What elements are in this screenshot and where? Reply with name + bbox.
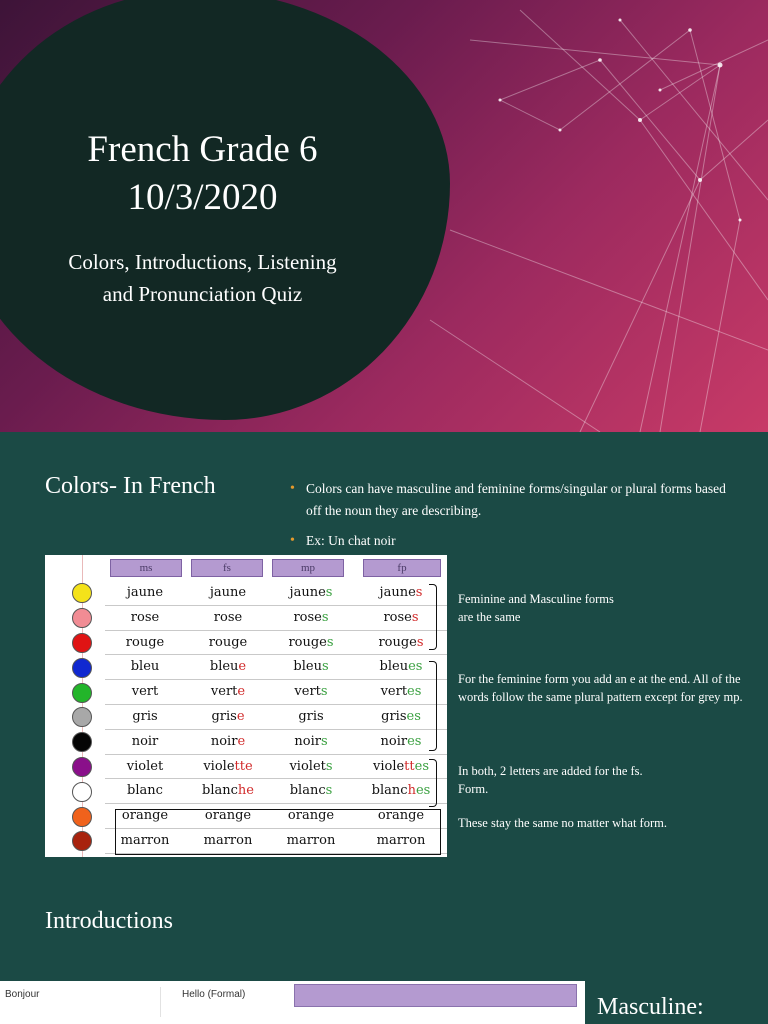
cell-mp	[271, 659, 351, 674]
word-segment: s	[326, 634, 334, 650]
word-segment: tt	[404, 758, 415, 774]
bullet-dot-icon: •	[290, 533, 295, 548]
word-segment: jaune	[289, 585, 326, 600]
cell-fs	[188, 783, 268, 798]
word-segment: noir	[294, 733, 321, 749]
word-segment: bleu	[293, 659, 322, 675]
cell-fs	[188, 659, 268, 674]
header-fs: fs	[191, 559, 263, 577]
word-segment: es	[407, 733, 422, 749]
word-segment: rose	[383, 609, 412, 625]
word-segment: es	[408, 659, 423, 675]
word-segment: rouge	[378, 634, 417, 650]
cell-mp: marron	[286, 833, 336, 848]
intro-header-bar	[294, 984, 577, 1007]
color-swatch	[72, 658, 92, 678]
cell-fp: orange	[377, 808, 425, 824]
word-segment: es	[414, 758, 429, 774]
word-segment: es	[407, 684, 422, 700]
cell-fs: marron	[203, 833, 253, 848]
word-segment: s	[320, 733, 328, 749]
bullet-list	[290, 478, 730, 560]
word-segment: blanc	[202, 783, 238, 799]
cell-ms: noir	[131, 733, 159, 749]
note-unchanged: These stay the same no matter what form.	[458, 816, 667, 830]
cell-fs	[188, 759, 268, 774]
word-segment: rose	[293, 609, 322, 625]
word-segment: s	[325, 783, 333, 799]
word-segment: s	[325, 758, 333, 774]
cell-mp	[271, 635, 351, 650]
word-segment: gris	[211, 709, 237, 724]
color-swatch	[72, 732, 92, 752]
word-segment: s	[411, 609, 419, 625]
word-segment: vert	[380, 684, 408, 700]
cell-mp	[271, 585, 351, 600]
table-row	[45, 581, 447, 606]
cell-ms: bleu	[130, 659, 160, 675]
header-mp: mp	[272, 559, 344, 577]
slide-subtitle-line2: and Pronunciation Quiz	[102, 282, 303, 306]
word-segment: vert	[294, 684, 321, 700]
introductions-table	[0, 981, 585, 1024]
word-segment: s	[321, 659, 329, 675]
cell-mp	[271, 684, 351, 699]
color-swatch	[72, 757, 92, 777]
introductions-title: Introductions	[45, 908, 173, 934]
intro-french-cell: Bonjour	[5, 989, 40, 1000]
word-segment: bleu	[209, 659, 239, 675]
color-swatch	[72, 608, 92, 628]
word-segment: jaune	[379, 585, 416, 600]
note-feminine-e: For the feminine form you add an e at the end. All of the words follow the same plural pattern except for grey mp.	[458, 672, 743, 704]
group-brace-add-e	[429, 661, 437, 751]
word-segment: blanc	[289, 783, 326, 799]
slide-title: French Grade 6	[87, 129, 318, 170]
word-segment: rouge	[288, 634, 327, 650]
table-row	[45, 631, 447, 656]
cell-mp	[271, 610, 351, 625]
table-row	[45, 755, 447, 780]
bullet-text: Ex: Un chat noir	[306, 533, 396, 548]
color-swatch	[72, 633, 92, 653]
intro-english-cell: Hello (Formal)	[182, 989, 246, 1000]
cell-ms: violet	[126, 758, 164, 774]
cell-mp	[271, 783, 351, 798]
word-segment: s	[321, 609, 329, 625]
colors-slide	[0, 433, 768, 865]
word-segment: blanc	[371, 783, 408, 799]
cell-mp	[271, 759, 351, 774]
color-swatch	[72, 707, 92, 727]
color-swatch	[72, 583, 92, 603]
color-swatch	[72, 683, 92, 703]
group-brace-two-letters	[429, 759, 437, 807]
cell-fs: rouge	[208, 634, 248, 650]
table-row	[45, 705, 447, 730]
cell-mp	[271, 734, 351, 749]
color-swatch	[72, 831, 92, 851]
word-segment: violet	[289, 758, 326, 774]
word-segment: s	[416, 634, 424, 650]
cell-ms: gris	[132, 709, 158, 724]
cell-fs	[188, 734, 268, 749]
color-forms-table	[45, 555, 447, 857]
word-segment: e	[237, 684, 246, 700]
bullet-dot-icon: •	[290, 481, 295, 496]
table-row	[45, 606, 447, 631]
table-row	[45, 680, 447, 705]
cell-fp: marron	[376, 833, 426, 848]
slide-subtitle-line1: Colors, Introductions, Listening	[68, 250, 337, 274]
word-segment: e	[238, 659, 247, 675]
word-segment: s	[415, 585, 423, 600]
table-row	[45, 779, 447, 804]
bullet-text: Colors can have masculine and feminine forms/singular or plural forms based off the noun they are describing.	[306, 481, 726, 518]
title-slide	[0, 0, 768, 432]
cell-fs: rose	[213, 609, 243, 625]
cell-ms: jaune	[126, 585, 164, 600]
cell-ms: vert	[131, 684, 159, 700]
cell-ms: orange	[121, 808, 169, 824]
word-segment: gris	[381, 709, 407, 724]
word-segment: es	[415, 783, 431, 799]
group-box-unchanged	[115, 809, 441, 855]
bullet-item	[290, 478, 730, 522]
colors-slide-title: Colors- In French	[45, 473, 216, 499]
table-row	[45, 655, 447, 680]
bullet-item	[290, 530, 730, 552]
cell-fs	[188, 684, 268, 699]
masculine-label: Masculine:	[597, 994, 704, 1020]
cell-mp: orange	[287, 808, 335, 824]
word-segment: es	[406, 709, 421, 724]
introductions-slide	[0, 866, 768, 1024]
cell-ms: blanc	[127, 783, 163, 799]
word-segment: viole	[372, 758, 405, 774]
word-segment: viole	[203, 758, 235, 774]
word-segment: bleu	[379, 659, 409, 675]
note-two-letters: In both, 2 letters are added for the fs. Form.	[458, 764, 643, 796]
cell-fs	[188, 709, 268, 724]
header-ms: ms	[110, 559, 182, 577]
cell-mp: gris	[298, 709, 324, 724]
word-segment: h	[407, 783, 416, 799]
word-segment: s	[320, 684, 328, 700]
note-same-forms: Feminine and Masculine forms are the same	[458, 592, 614, 624]
word-segment: e	[237, 733, 246, 749]
word-segment: vert	[210, 684, 238, 700]
cell-ms: marron	[120, 833, 170, 848]
word-segment: tte	[234, 758, 253, 774]
word-segment: s	[325, 585, 333, 600]
group-brace-same	[429, 584, 437, 650]
header-fp: fp	[363, 559, 441, 577]
slide-date: 10/3/2020	[127, 177, 278, 218]
cell-fs: orange	[204, 808, 252, 824]
intro-column-divider	[160, 987, 161, 1017]
word-segment: he	[237, 783, 254, 799]
cell-ms: rouge	[125, 634, 165, 650]
cell-ms: rose	[130, 609, 160, 625]
table-row	[45, 730, 447, 755]
color-swatch	[72, 782, 92, 802]
color-swatch	[72, 807, 92, 827]
word-segment: noir	[380, 733, 408, 749]
word-segment: noir	[210, 733, 238, 749]
cell-fs: jaune	[209, 585, 247, 600]
word-segment: e	[236, 709, 245, 724]
